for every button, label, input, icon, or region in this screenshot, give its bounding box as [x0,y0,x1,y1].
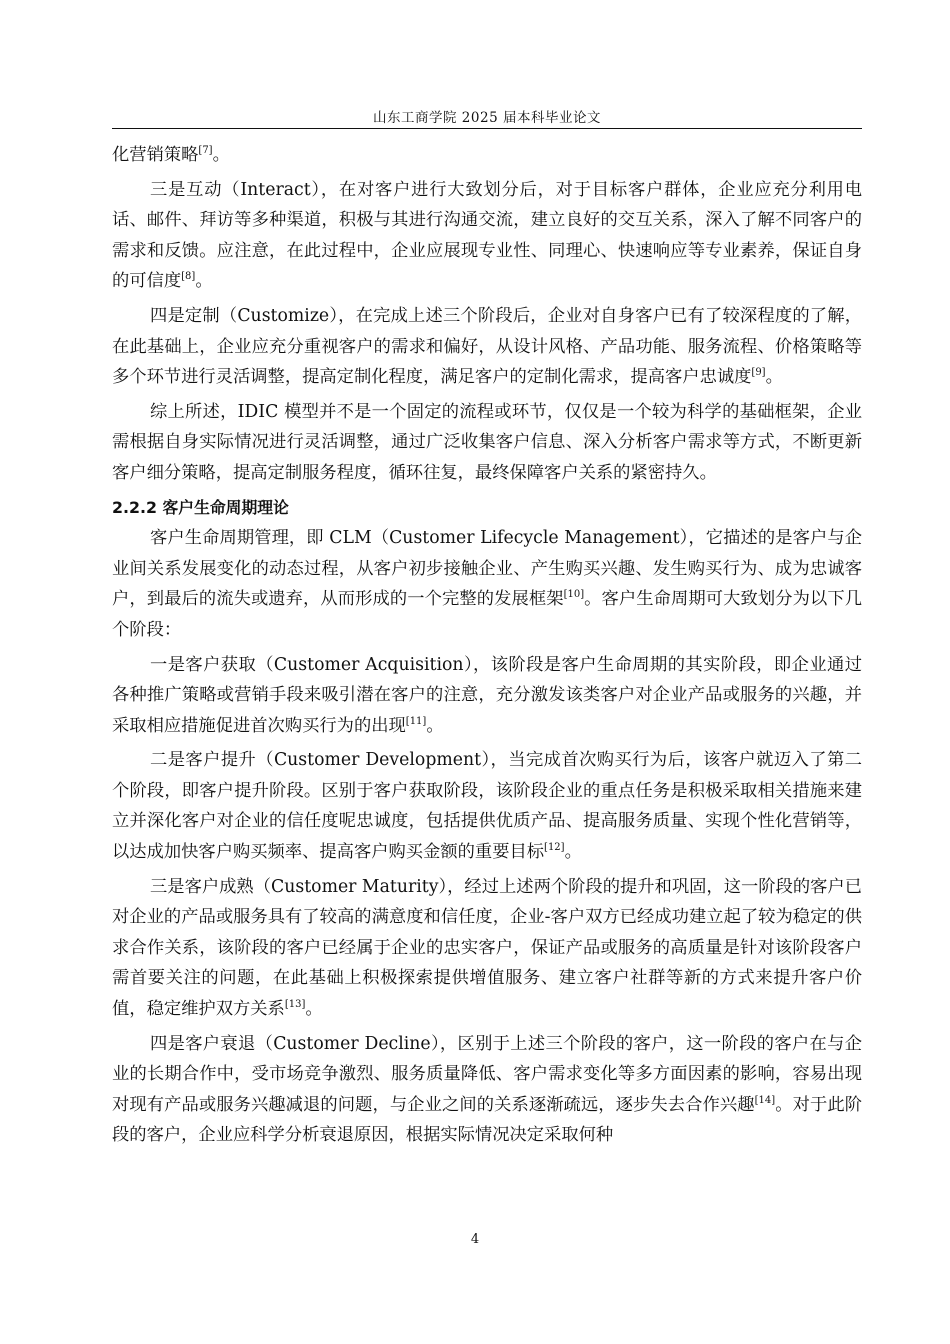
paragraph-clm-intro: 客户生命周期管理，即 CLM（Customer Lifecycle Management），它描述的是客户与企业间关系发展变化的动态过程，从客户初步接触企业、产生购买兴趣、发生购买行为、成为忠诚客户，到最后的流失或遗弃，从而形成的一个完整的发展框架[10]。客户生命周期可大致划分为以下几个阶段： [112,528,862,640]
citation-ref: [10] [563,589,585,601]
citation-ref: [12] [544,842,565,854]
paragraph-summary: 综上所述，IDIC 模型并不是一个固定的流程或环节，仅仅是一个较为科学的基础框架，企业需根据自身实际情况进行灵活调整，通过广泛收集客户信息、深入分析客户需求等方式，不断更新客户细分策略，提高定制服务程度，循环往复，最终保障客户关系的紧密持久。 [112,401,862,483]
paragraph-acquisition: 一是客户获取（Customer Acquisition），该阶段是客户生命周期的其实阶段，即企业通过各种推广策略或营销手段来吸引潜在客户的注意，充分激发该类客户对企业产品或服务的兴趣，并采取相应措施促进首次购买行为的出现[11]。 [112,654,862,736]
citation-ref: [11] [405,715,427,727]
paragraph-continued: 化营销策略[7]。 [112,145,230,165]
citation-ref: [7] [198,145,213,156]
citation-ref: [9] [751,367,766,379]
paragraph-customize: 四是定制（Customize），在完成上述三个阶段后，企业对自身客户已有了较深程度的了解，在此基础上，企业应充分重视客户的需求和偏好，从设计风格、产品功能、服务流程、价格策略等多个环节进行灵活调整，提高定制化程度，满足客户的定制化需求，提高客户忠诚度[9]。 [112,305,862,388]
paragraph-interact: 三是互动（Interact），在对客户进行大致划分后，对于目标客户群体，企业应充分利用电话、邮件、拜访等多种渠道，积极与其进行沟通交流，建立良好的交互关系，深入了解不同客户的需求和反馈。应注意，在此过程中，企业应展现专业性、同理心、快速响应等专业素养，保证自身的可信度[8]。 [112,179,862,292]
citation-ref: [8] [181,271,196,283]
paragraph-decline: 四是客户衰退（Customer Decline），区别于上述三个阶段的客户，这一阶段的客户在与企业的长期合作中，受市场竞争激烈、服务质量降低、客户需求变化等多方面因素的影响，容易出现对现有产品或服务兴趣减退的问题，与企业之间的关系逐渐疏远，逐步失去合作兴趣[14]。对于此阶段的客户，企业应科学分析衰退原因，根据实际情况决定采取何种 [112,1033,862,1146]
paragraph-maturity: 三是客户成熟（Customer Maturity），经过上述两个阶段的提升和巩固，这一阶段的客户已对企业的产品或服务具有了较高的满意度和信任度，企业-客户双方已经成功建立起了较为稳定的供求合作关系，该阶段的客户已经属于企业的忠实客户，保证产品或服务的高质量是针对该阶段客户需首要关注的问题，在此基础上积极探索提供增值服务、建立客户社群等新的方式来提升客户价值，稳定维护双方关系[13]。 [112,876,862,1020]
citation-ref: [13] [284,999,306,1011]
page-number: 4 [470,1232,480,1247]
citation-ref: [14] [754,1094,776,1106]
document-body [112,140,862,1151]
header-divider [112,128,862,129]
paragraph-development: 二是客户提升（Customer Development），当完成首次购买行为后，该客户就迈入了第二个阶段，即客户提升阶段。区别于客户获取阶段，该阶段企业的重点任务是积极采取相关措施来建立并深化客户对企业的信任度呢忠诚度，包括提供优质产品、提高服务质量、实现个性化营销等，以达成加快客户购买频率、提高客户购买金额的重要目标[12]。 [112,750,862,863]
section-heading: 2.2.2 客户生命周期理论 [112,497,289,517]
running-header: 山东工商学院 2025 届本科毕业论文 [373,110,601,126]
